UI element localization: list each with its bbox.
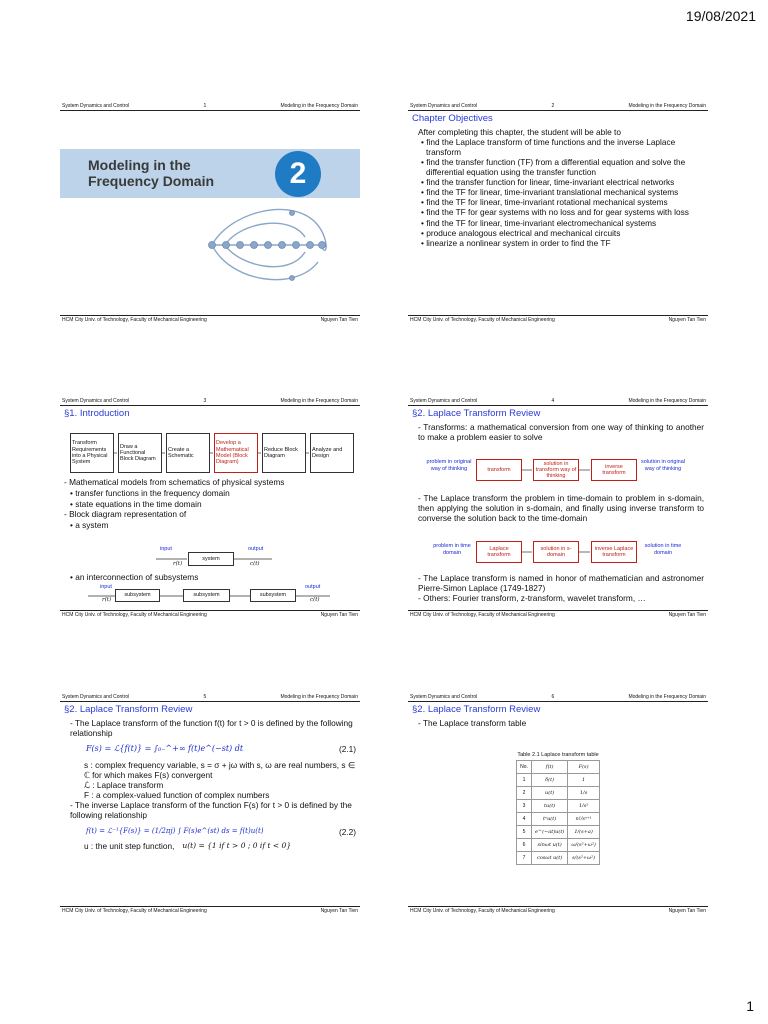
slide-number: 6 bbox=[551, 694, 555, 700]
slide-1 bbox=[60, 102, 360, 324]
equation-tag: (2.1) bbox=[338, 743, 356, 754]
input-signal: r(t) bbox=[173, 561, 183, 567]
table-cell: 4 bbox=[517, 813, 532, 826]
slide-title: §2. Laplace Transform Review bbox=[64, 704, 193, 715]
table-cell: s/(s²+ω²) bbox=[568, 852, 600, 865]
column-header: No. bbox=[517, 761, 532, 774]
slide-title: §2. Laplace Transform Review bbox=[412, 408, 541, 419]
flow-label: solution in original way of thinking bbox=[640, 459, 686, 472]
banner-title-line-2: Frequency Domain bbox=[88, 173, 215, 190]
table-cell: 1/s bbox=[568, 787, 600, 800]
intro-item: - Block diagram representation of bbox=[64, 509, 187, 520]
inverse-transform-block: inverse transform bbox=[591, 459, 637, 481]
objective-item: • find the TF for linear, time-invariant electromechanical systems bbox=[421, 217, 657, 228]
author: Nguyen Tan Tien bbox=[320, 908, 358, 914]
course-name: System Dynamics and Control bbox=[62, 103, 130, 109]
chapter-name: Modeling in the Frequency Domain bbox=[280, 103, 358, 109]
slide-6 bbox=[408, 693, 708, 915]
intro-subitem: • a system bbox=[70, 520, 109, 531]
chapter-name: Modeling in the Frequency Domain bbox=[628, 694, 706, 700]
table-cell: sinωt u(t) bbox=[531, 839, 567, 852]
flow-label: problem in time domain bbox=[433, 543, 471, 556]
table-row bbox=[517, 852, 600, 865]
slide-header bbox=[408, 102, 708, 111]
paragraph: - The Laplace transform the problem in time-domain to problem in s-domain, then applying the solution in s-domain, and finally using inverse transform to converse the solution back to the time-domain bbox=[418, 493, 704, 524]
slide-2 bbox=[408, 102, 708, 324]
chapter-badge-number: 2 bbox=[289, 157, 307, 190]
table-cell: 5 bbox=[517, 826, 532, 839]
table-header-row bbox=[517, 761, 600, 774]
input-signal: r(t) bbox=[102, 597, 112, 603]
objective-item: • find the TF for gear systems with no loss and for gear systems with loss bbox=[421, 207, 689, 218]
table-cell: tⁿu(t) bbox=[531, 813, 567, 826]
flow-step: Create a Schematic bbox=[166, 433, 210, 473]
slide-number: 5 bbox=[203, 694, 207, 700]
course-name: System Dynamics and Control bbox=[410, 398, 478, 404]
objective-item: • produce analogous electrical and mechanical circuits bbox=[421, 227, 621, 238]
table-cell: δ(t) bbox=[531, 774, 567, 787]
equation-tag: (2.2) bbox=[338, 826, 356, 837]
objective-item: • linearize a nonlinear system in order to find the TF bbox=[421, 237, 611, 248]
subsystem-block: subsystem bbox=[250, 589, 296, 602]
paragraph: - Others: Fourier transform, z-transform, wavelet transform, … bbox=[418, 593, 646, 604]
university: HCM City Univ. of Technology, Faculty of Mechanical Engineering bbox=[410, 612, 555, 618]
inverse-laplace-block: inverse Laplace transform bbox=[591, 541, 637, 563]
slide-footer bbox=[408, 315, 708, 324]
intro-subitem: • state equations in the time domain bbox=[70, 498, 202, 509]
slide-header bbox=[408, 693, 708, 702]
paragraph: - The Laplace transform is named in honor of mathematician and astronomer Pierre-Simon Laplace (1749-1827) bbox=[418, 573, 704, 594]
slide-4 bbox=[408, 397, 708, 619]
slide-header bbox=[408, 397, 708, 406]
author: Nguyen Tan Tien bbox=[668, 317, 706, 323]
paragraph: - The Laplace transform of the function f(t) for t > 0 is defined by the following relationship bbox=[70, 717, 353, 738]
output-signal: c(t) bbox=[250, 561, 260, 567]
table-row bbox=[517, 800, 600, 813]
flow-step: Reduce Block Diagram bbox=[262, 433, 306, 473]
course-name: System Dynamics and Control bbox=[410, 103, 478, 109]
objective-item: • find the Laplace transform of time functions and the inverse Laplace transform bbox=[421, 136, 676, 157]
course-name: System Dynamics and Control bbox=[62, 398, 130, 404]
output-signal: c(t) bbox=[310, 597, 320, 603]
unit-step-definition: u(t) = {1 if t > 0 ; 0 if t < 0} bbox=[182, 840, 292, 850]
subsystem-block: subsystem bbox=[115, 589, 160, 602]
objective-item: • find the transfer function for linear, time-invariant electrical networks bbox=[421, 177, 675, 188]
objective-item: • find the TF for linear, time-invariant rotational mechanical systems bbox=[421, 197, 668, 208]
table-row bbox=[517, 826, 600, 839]
university: HCM City Univ. of Technology, Faculty of Mechanical Engineering bbox=[62, 612, 207, 618]
table-cell: 2 bbox=[517, 787, 532, 800]
slide-title: §1. Introduction bbox=[64, 408, 130, 419]
input-label: input bbox=[160, 546, 172, 552]
table-cell: 3 bbox=[517, 800, 532, 813]
banner-title-line-1: Modeling in the bbox=[88, 157, 191, 173]
slide-footer bbox=[60, 906, 360, 915]
author: Nguyen Tan Tien bbox=[320, 612, 358, 618]
slide-title: §2. Laplace Transform Review bbox=[412, 704, 541, 715]
intro-subitem: • transfer functions in the frequency domain bbox=[70, 487, 230, 498]
flow-step: Draw a Functional Block Diagram bbox=[118, 433, 162, 473]
objectives-intro: After completing this chapter, the student will be able to bbox=[418, 126, 621, 137]
table-cell: 6 bbox=[517, 839, 532, 852]
laplace-table bbox=[516, 760, 600, 865]
table-caption: Table 2.1 Laplace transform table bbox=[517, 751, 599, 758]
laplace-equation: F(s) = ℒ{f(t)} = ∫₀₋^+∞ f(t)e^(−st) dt bbox=[86, 743, 244, 753]
slide-footer bbox=[60, 315, 360, 324]
page-number: 1 bbox=[746, 998, 754, 1014]
solution-block: solution in s-domain bbox=[533, 541, 579, 563]
university: HCM City Univ. of Technology, Faculty of Mechanical Engineering bbox=[410, 908, 555, 914]
university: HCM City Univ. of Technology, Faculty of Mechanical Engineering bbox=[410, 317, 555, 323]
paragraph: - Transforms: a mathematical conversion from one way of thinking to another to make a problem easier to solve bbox=[418, 421, 704, 442]
paragraph: - The Laplace transform table bbox=[418, 717, 527, 728]
slide-header bbox=[60, 397, 360, 406]
university: HCM City Univ. of Technology, Faculty of Mechanical Engineering bbox=[62, 317, 207, 323]
objective-item: • find the transfer function (TF) from a differential equation and solve the differential equation using the transfer function bbox=[421, 156, 686, 178]
system-block: system bbox=[188, 552, 234, 566]
table-cell: 1 bbox=[517, 774, 532, 787]
table-row bbox=[517, 839, 600, 852]
slide-5 bbox=[60, 693, 360, 915]
table-cell: n!/sⁿ⁺¹ bbox=[568, 813, 600, 826]
table-cell: 7 bbox=[517, 852, 532, 865]
chapter-name: Modeling in the Frequency Domain bbox=[628, 398, 706, 404]
slide-header bbox=[60, 693, 360, 702]
objective-item: • find the TF for linear, time-invariant translational mechanical systems bbox=[421, 187, 679, 198]
subsystem-block: subsystem bbox=[183, 589, 230, 602]
column-header: F(s) bbox=[568, 761, 600, 774]
network-illustration bbox=[60, 102, 360, 324]
slide-3 bbox=[60, 397, 360, 619]
inverse-laplace-equation: f(t) = ℒ⁻¹{F(s)} = (1/2πj) ∫ F(s)e^(st) ds = f(t)u(t) bbox=[86, 826, 264, 835]
table-row bbox=[517, 813, 600, 826]
table-cell: u(t) bbox=[531, 787, 567, 800]
slide-number: 3 bbox=[203, 398, 207, 404]
slide-number: 4 bbox=[551, 398, 555, 404]
slide-number: 2 bbox=[551, 103, 555, 109]
table-cell: cosωt u(t) bbox=[531, 852, 567, 865]
slide-footer bbox=[60, 610, 360, 619]
university: HCM City Univ. of Technology, Faculty of Mechanical Engineering bbox=[62, 908, 207, 914]
flow-label: solution in time domain bbox=[644, 543, 682, 556]
transform-block: transform bbox=[476, 459, 522, 481]
table-cell: tu(t) bbox=[531, 800, 567, 813]
table-row bbox=[517, 787, 600, 800]
column-header: f(t) bbox=[531, 761, 567, 774]
chapter-name: Modeling in the Frequency Domain bbox=[628, 103, 706, 109]
table-cell: 1/(s+a) bbox=[568, 826, 600, 839]
course-name: System Dynamics and Control bbox=[410, 694, 478, 700]
solution-block: solution in transform way of thinking bbox=[533, 459, 579, 481]
slide-footer bbox=[408, 610, 708, 619]
slide-number: 1 bbox=[203, 103, 207, 109]
flow-step-highlighted: Develop a Mathematical Model (Block Diagram) bbox=[214, 433, 258, 473]
flow-step: Analyze and Design bbox=[310, 433, 354, 473]
table-row bbox=[517, 774, 600, 787]
slide-title: Chapter Objectives bbox=[412, 113, 493, 124]
output-label: output bbox=[305, 584, 321, 590]
output-label: output bbox=[248, 546, 264, 552]
table-cell: e^(−at)u(t) bbox=[531, 826, 567, 839]
author: Nguyen Tan Tien bbox=[320, 317, 358, 323]
definition: u : the unit step function, bbox=[84, 840, 175, 851]
table-cell: 1 bbox=[568, 774, 600, 787]
definition: s : complex frequency variable, s = σ + jω with s, ω are real numbers, s ∈ ℂ for which makes F(s) convergent bbox=[84, 759, 356, 781]
paragraph: - The inverse Laplace transform of the function F(s) for t > 0 is defined by the following relationship bbox=[70, 800, 352, 821]
table-cell: ω/(s²+ω²) bbox=[568, 839, 600, 852]
date-label: 19/08/2021 bbox=[685, 8, 756, 24]
flow-step: Transform Requirements into a Physical System bbox=[70, 433, 114, 473]
definition: ℒ : Laplace transform bbox=[84, 780, 164, 791]
author: Nguyen Tan Tien bbox=[668, 908, 706, 914]
input-label: input bbox=[100, 584, 112, 590]
slide-footer bbox=[408, 906, 708, 915]
author: Nguyen Tan Tien bbox=[668, 612, 706, 618]
course-name: System Dynamics and Control bbox=[62, 694, 130, 700]
chapter-name: Modeling in the Frequency Domain bbox=[280, 398, 358, 404]
definition: F : a complex-valued function of complex numbers bbox=[84, 790, 270, 801]
table-cell: 1/s² bbox=[568, 800, 600, 813]
intro-item: - Mathematical models from schematics of physical systems bbox=[64, 477, 285, 487]
flow-label: problem in original way of thinking bbox=[426, 459, 472, 472]
laplace-block: Laplace transform bbox=[476, 541, 522, 563]
chapter-name: Modeling in the Frequency Domain bbox=[280, 694, 358, 700]
intro-subitem: • an interconnection of subsystems bbox=[70, 572, 199, 582]
